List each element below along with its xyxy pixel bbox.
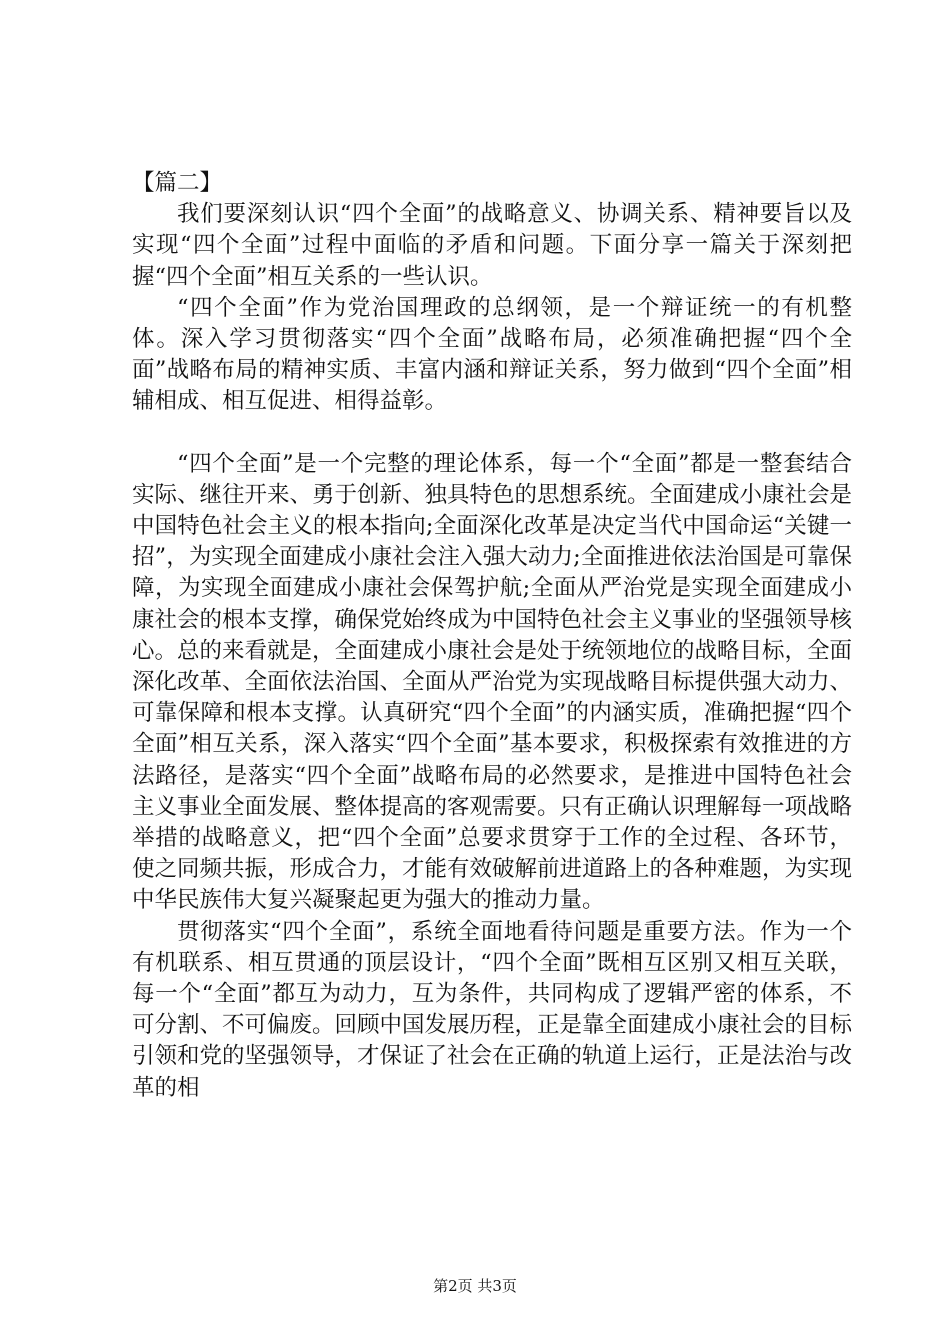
paragraph-3: “四个全面”是一个完整的理论体系，每一个“全面”都是一整套结合实际、继往开来、勇于创新、独具特色的思想系统。全面建成小康社会是中国特色社会主义的根本指向;全面深化改革是决定当代中国命运“关键一招”，为实现全面建成小康社会注入强大动力;全面推进依法治国是可靠保障，为实现全面建成小康社会保驾护航;全面从严治党是实现全面建成小康社会的根本支撑，确保党始终成为中国特色社会主义事业的坚强领导核心。总的来看就是，全面建成小康社会是处于统领地位的战略目标，全面深化改革、全面依法治国、全面从严治党为实现战略目标提供强大动力、可靠保障和根本支撑。认真研究“四个全面”的内涵实质，准确把握“四个全面”相互关系，深入落实“四个全面”基本要求，积极探索有效推进的方法路径，是落实“四个全面”战略布局的必然要求，是推进中国特色社会主义事业全面发展、整体提高的客观需要。只有正确认识理解每一项战略举措的战略意义，把“四个全面”总要求贯穿于工作的全过程、各环节，使之同频共振，形成合力，才能有效破解前进道路上的各种难题，为实现中华民族伟大复兴凝聚起更为强大的推动力量。 bbox=[132, 450, 853, 914]
document-body bbox=[132, 168, 852, 1104]
paragraph-4: 贯彻落实“四个全面”，系统全面地看待问题是重要方法。作为一个有机联系、相互贯通的顶层设计，“四个全面”既相互区别又相互关联，每一个“全面”都互为动力，互为条件，共同构成了逻辑严密的体系，不可分割、不可偏废。回顾中国发展历程，正是靠全面建成小康社会的目标引领和党的坚强领导，才保证了社会在正确的轨道上运行，正是法治与改革的相 bbox=[132, 918, 853, 1101]
section-heading: 【篇二】 bbox=[132, 170, 223, 196]
paragraph-2: “四个全面”作为党治国理政的总纲领，是一个辩证统一的有机整体。深入学习贯彻落实“四个全面”战略布局，必须准确把握“四个全面”战略布局的精神实质、丰富内涵和辩证关系，努力做到“四个全面”相辅相成、相互促进、相得益彰。 bbox=[132, 294, 852, 415]
paragraph-gap bbox=[132, 418, 852, 449]
page-footer: 第2页 共3页 bbox=[433, 1277, 517, 1295]
paragraph-1: 我们要深刻认识“四个全面”的战略意义、协调关系、精神要旨以及实现“四个全面”过程中面临的矛盾和问题。下面分享一篇关于深刻把握“四个全面”相互关系的一些认识。 bbox=[132, 201, 852, 290]
